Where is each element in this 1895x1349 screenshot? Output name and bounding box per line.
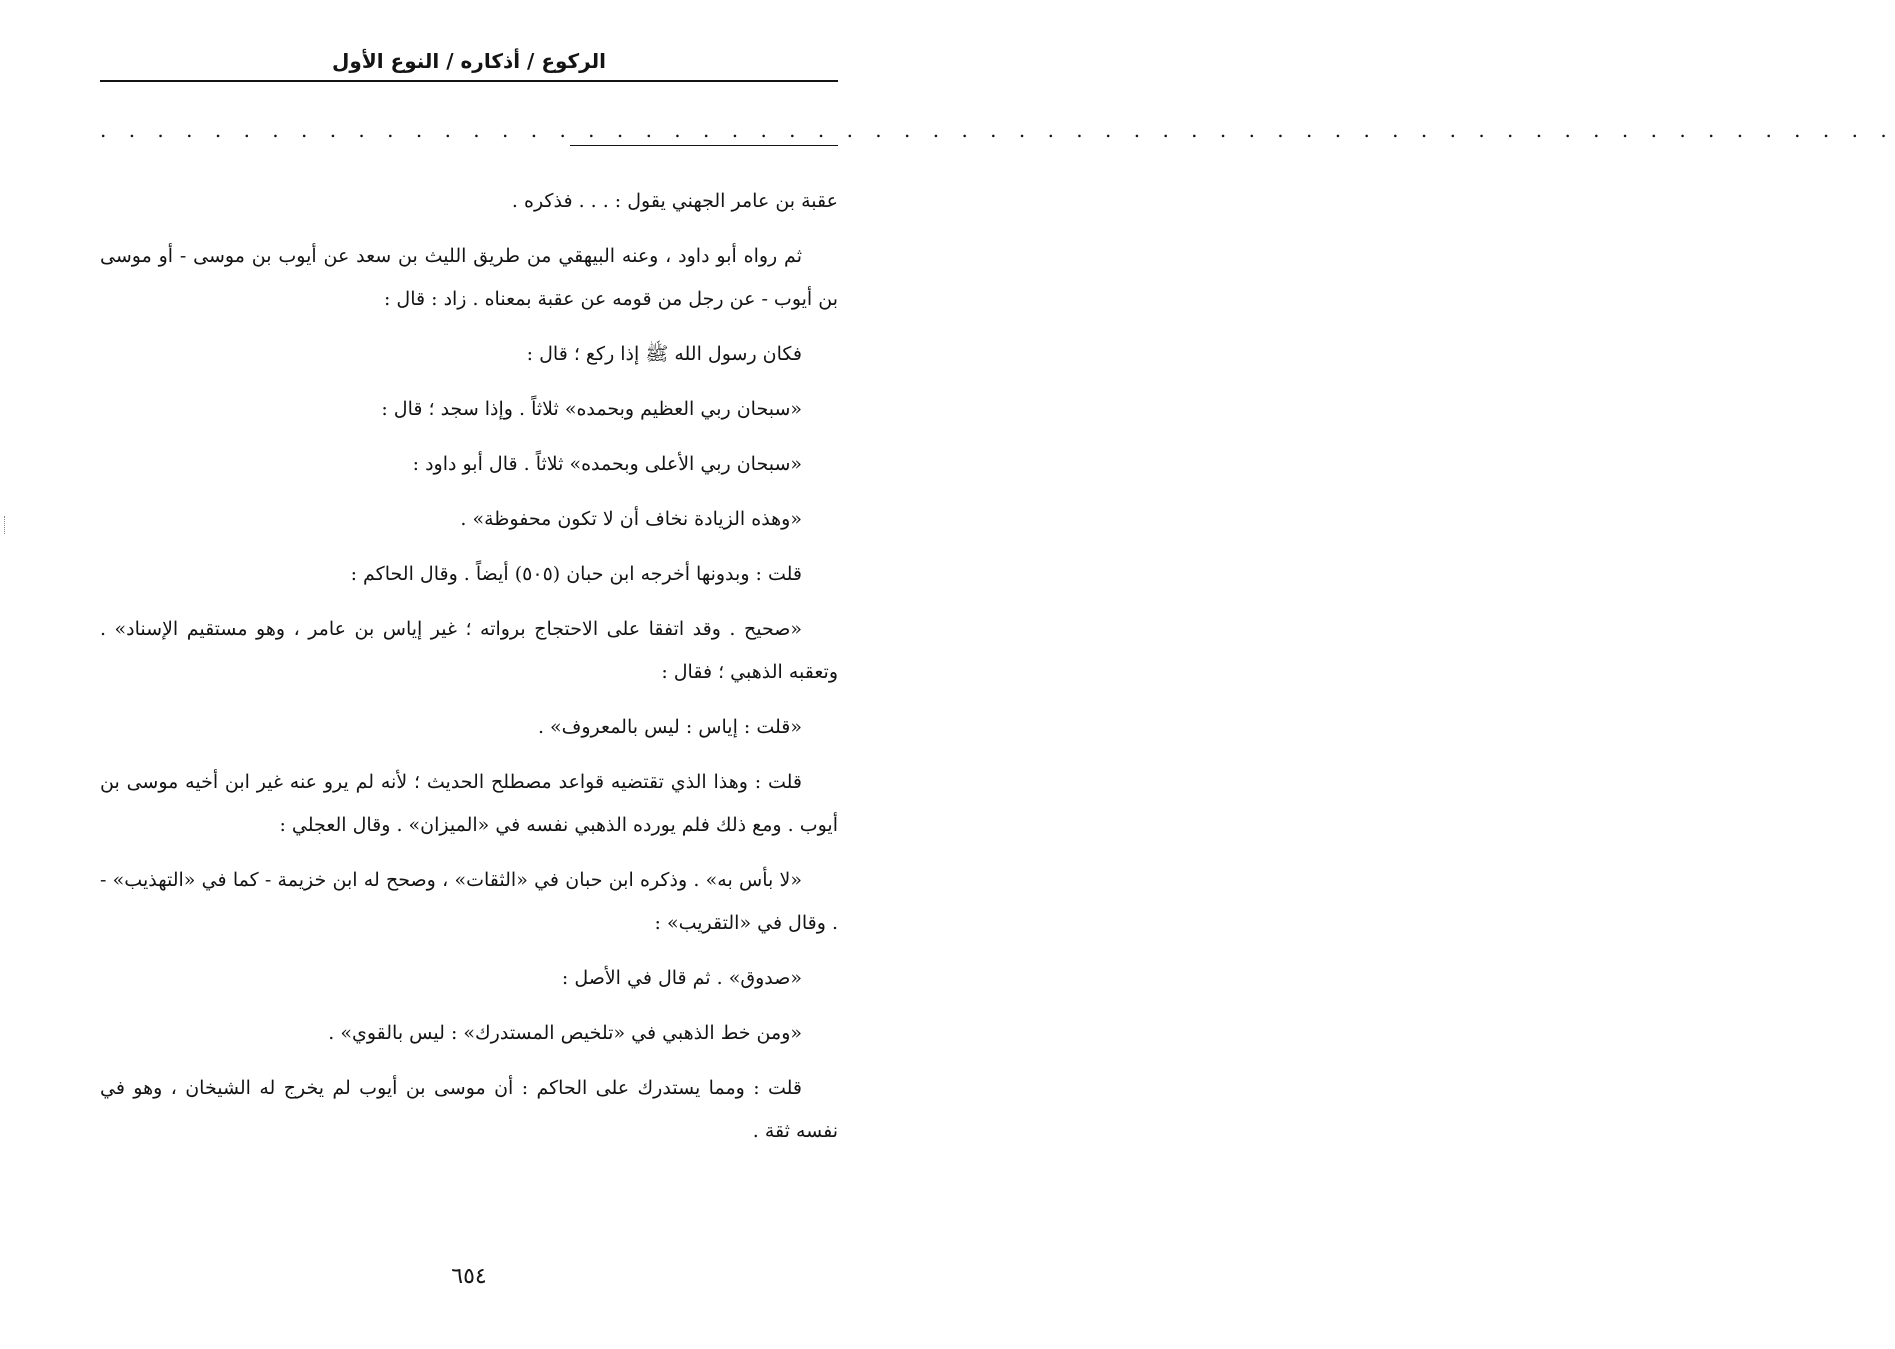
paragraph: ثم رواه أبو داود ، وعنه البيهقي من طريق الليث بن سعد عن أيوب بن موسى - أو موسى بن أيوب - عن رجل من قومه عن عقبة بمعناه . زاد : قال : — [100, 245, 838, 310]
paragraph: «صدوق» . ثم قال في الأصل : — [561, 967, 802, 989]
paragraph: «سبحان ربي العظيم وبحمده» ثلاثاً . وإذا سجد ؛ قال : — [381, 398, 802, 420]
paragraph: «سبحان ربي الأعلى وبحمده» ثلاثاً . قال أبو داود : — [412, 453, 802, 475]
paragraph: فكان رسول الله ﷺ إذا ركع ؛ قال : — [526, 343, 802, 365]
main-text-body — [100, 180, 838, 1165]
paragraph: «لا بأس به» . وذكره ابن حبان في «الثقات» ، وصحح له ابن خزيمة - كما في «التهذيب» - . وقال في «التقريب» : — [100, 869, 838, 934]
paragraph: قلت : وهذا الذي تقتضيه قواعد مصطلح الحديث ؛ لأنه لم يرو عنه غير ابن أخيه موسى بن أيوب . ومع ذلك فلم يورده الذهبي نفسه في «الميزان» . وقال العجلي : — [100, 771, 838, 836]
dotted-separator — [100, 118, 1895, 148]
paragraph: «وهذه الزيادة نخاف أن لا تكون محفوظة» . — [460, 508, 802, 530]
page-number: ٦٥٤ — [451, 1264, 487, 1289]
paragraph: «صحيح . وقد اتفقا على الاحتجاج برواته ؛ غير إياس بن عامر ، وهو مستقيم الإسناد» . وتعقبه الذهبي ؛ فقال : — [100, 618, 838, 683]
dotted-leader: . . . . . . . . . . . . . . . . . . . . . . . . . . . . . . . . . . . . . . . . . . . . . . . . . . . . . . . . . . . . . . . — [100, 118, 1895, 142]
paragraph: عقبة بن عامر الجهني يقول : . . . فذكره . — [511, 190, 838, 212]
paragraph: «قلت : إياس : ليس بالمعروف» . — [537, 716, 802, 738]
paragraph: قلت : وبدونها أخرجه ابن حبان (٥٠٥) أيضاً . وقال الحاكم : — [350, 563, 802, 585]
paragraph: «ومن خط الذهبي في «تلخيص المستدرك» : ليس بالقوي» . — [328, 1022, 802, 1044]
paragraph: قلت : ومما يستدرك على الحاكم : أن موسى بن أيوب لم يخرج له الشيخان ، وهو في نفسه ثقة . — [100, 1077, 838, 1142]
header-rule — [100, 80, 838, 82]
running-header-title: الركوع / أذكاره / النوع الأول — [332, 49, 606, 73]
scan-edge-mark — [4, 516, 7, 534]
separator-underline — [570, 145, 838, 146]
